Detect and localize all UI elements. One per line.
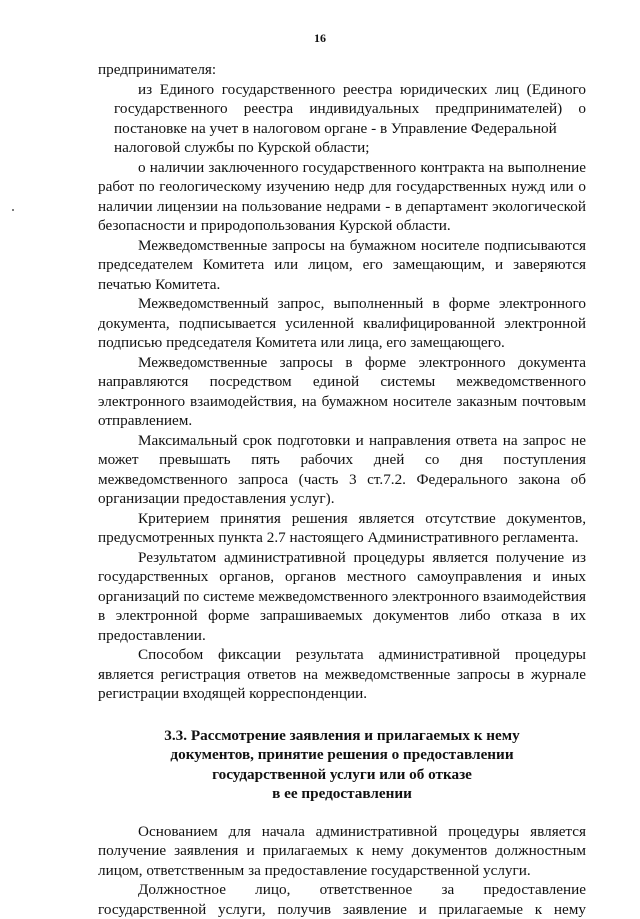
text-line: отправлением.: [98, 411, 586, 431]
heading-line: документов, принятие решения о предоставлении: [98, 745, 586, 765]
text-line: документа, подписывается усиленной квалифицированной электронной: [98, 314, 586, 334]
text-line: работ по геологическому изучению недр для государственных нужд или о: [98, 177, 586, 197]
text-line: подписью председателя Комитета или лица, его замещающего.: [98, 333, 586, 353]
text-line: Межведомственные запросы на бумажном носителе подписываются: [98, 236, 586, 256]
page-number: 16: [0, 31, 640, 46]
text-block-before-heading: [98, 60, 586, 704]
heading-line: в ее предоставлении: [98, 784, 586, 804]
heading-line: государственной услуги или об отказе: [98, 765, 586, 785]
text-line: предоставлении.: [98, 626, 586, 646]
text-line: Результатом административной процедуры является получение из: [98, 548, 586, 568]
text-line: предусмотренных пункта 2.7 настоящего Административного регламента.: [98, 528, 586, 548]
text-line: организаций по системе межведомственного электронного взаимодействия: [98, 587, 586, 607]
scan-mark: [12, 209, 14, 211]
text-line: налоговой службы по Курской области;: [98, 138, 586, 158]
text-line: государственного реестра индивидуальных предпринимателей) о: [98, 99, 586, 119]
heading-line: 3.3. Рассмотрение заявления и прилагаемых к нему: [98, 726, 586, 746]
text-line: наличии лицензии на пользование недрами - в департамент экологической: [98, 197, 586, 217]
text-line: из Единого государственного реестра юридических лиц (Единого: [98, 80, 586, 100]
text-line: печатью Комитета.: [98, 275, 586, 295]
text-line: получение заявления и прилагаемых к нему документов должностным: [98, 841, 586, 861]
text-line: в электронной форме запрашиваемых документов либо отказа в их: [98, 606, 586, 626]
text-line: председателем Комитета или лицом, его замещающим, и заверяются: [98, 255, 586, 275]
text-line: о наличии заключенного государственного контракта на выполнение: [98, 158, 586, 178]
text-line: Максимальный срок подготовки и направления ответа на запрос не: [98, 431, 586, 451]
text-line: может превышать пять рабочих дней со дня поступления: [98, 450, 586, 470]
text-line: является регистрация ответов на межведомственные запросы в журнале: [98, 665, 586, 685]
text-line: лицом, ответственным за предоставление государственной услуги.: [98, 861, 586, 881]
text-block-after-heading: [98, 822, 586, 919]
text-line: направляются посредством единой системы межведомственного: [98, 372, 586, 392]
text-line: постановке на учет в налоговом органе - в Управление Федеральной: [98, 119, 586, 139]
text-line: Критерием принятия решения является отсутствие документов,: [98, 509, 586, 529]
text-line: Должностное лицо, ответственное за предоставление: [98, 880, 586, 900]
text-line: электронного взаимодействия, на бумажном носителе заказным почтовым: [98, 392, 586, 412]
text-line: предпринимателя:: [98, 60, 586, 80]
text-line: межведомственного запроса (часть 3 ст.7.2. Федерального закона об: [98, 470, 586, 490]
document-body: [98, 60, 586, 919]
text-line: Способом фиксации результата административной процедуры: [98, 645, 586, 665]
text-line: безопасности и природопользования Курской области.: [98, 216, 586, 236]
text-line: Межведомственный запрос, выполненный в форме электронного: [98, 294, 586, 314]
text-line: государственной услуги, получив заявление и прилагаемые к нему: [98, 900, 586, 919]
text-line: регистрации входящей корреспонденции.: [98, 684, 586, 704]
text-line: Межведомственные запросы в форме электронного документа: [98, 353, 586, 373]
text-line: организации предоставления услуг).: [98, 489, 586, 509]
section-heading: [98, 726, 586, 804]
text-line: государственных органов, органов местного самоуправления и иных: [98, 567, 586, 587]
text-line: Основанием для начала административной процедуры является: [98, 822, 586, 842]
